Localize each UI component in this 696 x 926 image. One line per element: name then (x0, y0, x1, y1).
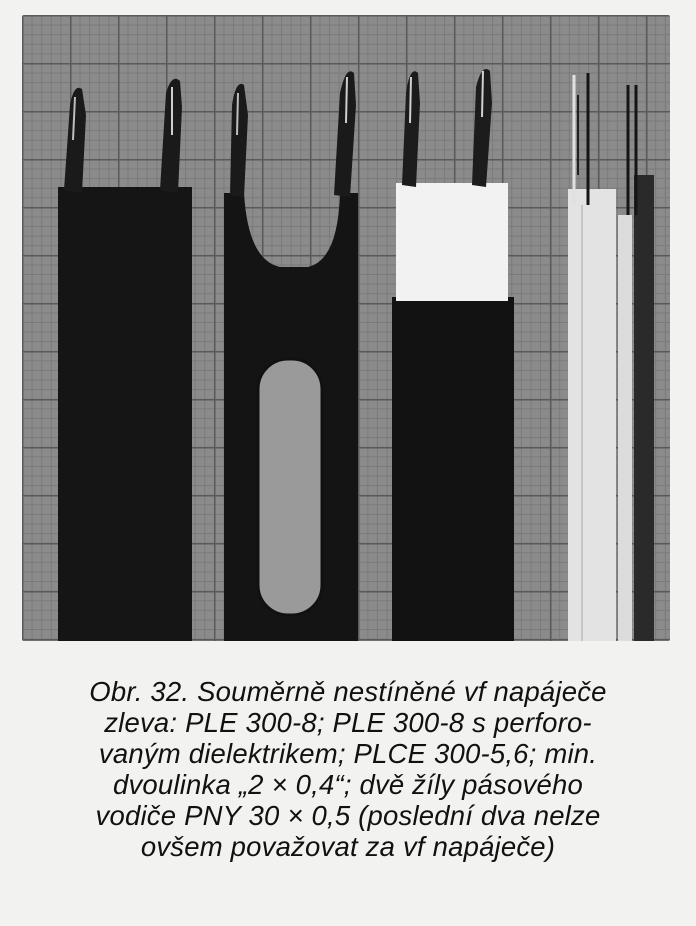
cable-twin-lead (568, 73, 616, 641)
cable-samples-illustration (22, 15, 670, 641)
cable-ple-300-8 (58, 79, 192, 641)
caption-line-2: zleva: PLE 300-8; PLE 300-8 s perforo- (104, 707, 592, 738)
figure-photo (22, 15, 670, 641)
caption-line-6: ovšem považovat za vf napáječe) (140, 831, 556, 862)
cable-plce-300-5-6 (392, 69, 514, 641)
caption-line-1: Obr. 32. Souměrně nestíněné vf napáječe (89, 676, 607, 707)
cable-pny-30 (618, 85, 654, 641)
figure-caption (20, 676, 676, 862)
cable-ple-300-8-perforated (224, 71, 358, 641)
caption-line-5: vodiče PNY 30 × 0,5 (poslední dva nelze (95, 800, 601, 831)
caption-line-4: dvoulinka „2 × 0,4“; dvě žíly pásového (112, 769, 584, 800)
caption-line-3: vaným dielektrikem; PLCE 300-5,6; min. (98, 738, 598, 769)
